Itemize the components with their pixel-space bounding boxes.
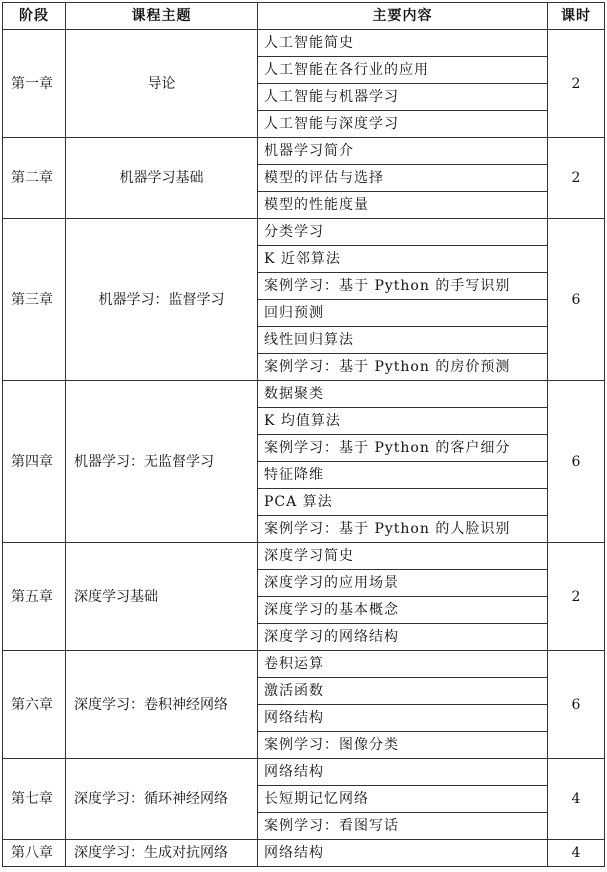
content-item-cell: 回归预测	[258, 300, 548, 327]
syllabus-table	[2, 2, 605, 867]
content-item-cell: 案例学习：基于 Python 的人脸识别	[258, 516, 548, 543]
table-row	[3, 138, 605, 165]
content-item-cell: 人工智能与深度学习	[258, 111, 548, 138]
content-item-cell: 网络结构	[258, 759, 548, 786]
table-row	[3, 543, 605, 570]
header-topic: 课程主题	[66, 3, 258, 30]
chapter-stage-cell: 第五章	[3, 543, 66, 651]
table-row	[3, 759, 605, 786]
chapter-hours-cell: 2	[548, 543, 605, 651]
content-item-cell: 数据聚类	[258, 381, 548, 408]
chapter-hours-cell: 6	[548, 381, 605, 543]
chapter-hours-cell: 2	[548, 30, 605, 138]
content-item-cell: 案例学习：基于 Python 的房价预测	[258, 354, 548, 381]
header-stage: 阶段	[3, 3, 66, 30]
content-item-cell: 网络结构	[258, 840, 548, 867]
header-hours: 课时	[548, 3, 605, 30]
content-item-cell: 案例学习：基于 Python 的手写识别	[258, 273, 548, 300]
content-item-cell: 长短期记忆网络	[258, 786, 548, 813]
content-item-cell: 特征降维	[258, 462, 548, 489]
content-item-cell: 模型的性能度量	[258, 192, 548, 219]
content-item-cell: 激活函数	[258, 678, 548, 705]
table-row	[3, 651, 605, 678]
table-row	[3, 30, 605, 57]
content-item-cell: PCA 算法	[258, 489, 548, 516]
chapter-stage-cell: 第三章	[3, 219, 66, 381]
content-item-cell: 案例学习：看图写话	[258, 813, 548, 840]
header-content: 主要内容	[258, 3, 548, 30]
content-item-cell: 网络结构	[258, 705, 548, 732]
content-item-cell: 案例学习：基于 Python 的客户细分	[258, 435, 548, 462]
chapter-stage-cell: 第四章	[3, 381, 66, 543]
chapter-topic-cell: 深度学习：循环神经网络	[66, 759, 258, 840]
chapter-stage-cell: 第八章	[3, 840, 66, 867]
content-item-cell: 案例学习：图像分类	[258, 732, 548, 759]
syllabus-body	[3, 30, 605, 867]
table-row	[3, 219, 605, 246]
content-item-cell: 深度学习的基本概念	[258, 597, 548, 624]
table-row	[3, 840, 605, 867]
content-item-cell: K 均值算法	[258, 408, 548, 435]
chapter-topic-cell: 机器学习基础	[66, 138, 258, 219]
content-item-cell: K 近邻算法	[258, 246, 548, 273]
table-row	[3, 381, 605, 408]
chapter-hours-cell: 2	[548, 138, 605, 219]
content-item-cell: 分类学习	[258, 219, 548, 246]
chapter-topic-cell: 机器学习：无监督学习	[66, 381, 258, 543]
chapter-hours-cell: 4	[548, 840, 605, 867]
content-item-cell: 卷积运算	[258, 651, 548, 678]
content-item-cell: 深度学习的网络结构	[258, 624, 548, 651]
content-item-cell: 机器学习简介	[258, 138, 548, 165]
content-item-cell: 线性回归算法	[258, 327, 548, 354]
chapter-hours-cell: 4	[548, 759, 605, 840]
chapter-topic-cell: 深度学习基础	[66, 543, 258, 651]
chapter-hours-cell: 6	[548, 651, 605, 759]
chapter-stage-cell: 第七章	[3, 759, 66, 840]
chapter-topic-cell: 导论	[66, 30, 258, 138]
chapter-stage-cell: 第二章	[3, 138, 66, 219]
content-item-cell: 人工智能简史	[258, 30, 548, 57]
chapter-stage-cell: 第一章	[3, 30, 66, 138]
chapter-topic-cell: 机器学习：监督学习	[66, 219, 258, 381]
content-item-cell: 人工智能在各行业的应用	[258, 57, 548, 84]
header-row	[3, 3, 605, 30]
chapter-hours-cell: 6	[548, 219, 605, 381]
content-item-cell: 人工智能与机器学习	[258, 84, 548, 111]
chapter-topic-cell: 深度学习：卷积神经网络	[66, 651, 258, 759]
chapter-topic-cell: 深度学习：生成对抗网络	[66, 840, 258, 867]
content-item-cell: 深度学习简史	[258, 543, 548, 570]
content-item-cell: 深度学习的应用场景	[258, 570, 548, 597]
content-item-cell: 模型的评估与选择	[258, 165, 548, 192]
chapter-stage-cell: 第六章	[3, 651, 66, 759]
